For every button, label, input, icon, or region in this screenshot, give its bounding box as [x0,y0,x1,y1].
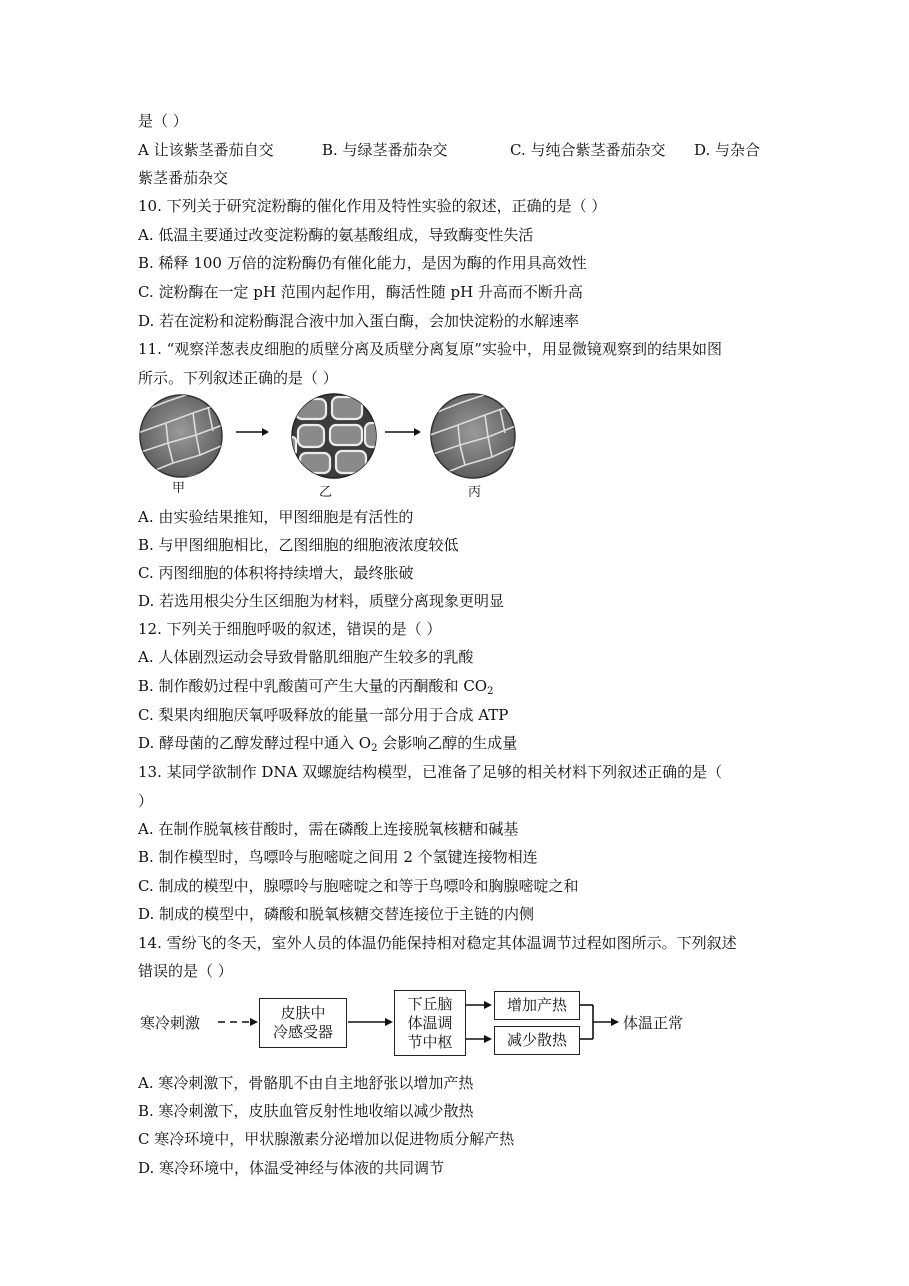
q14-stem-line1: 14. 雪纷飞的冬天，室外人员的体温仍能保持相对稳定其体温调节过程如图所示。下列叙述 [138,934,737,952]
q12-option-d-sub: 2 [371,743,378,754]
q10-option-b: B. 稀释 100 万倍的淀粉酶仍有催化能力，是因为酶的作用具高效性 [138,254,587,272]
q12-stem: 12. 下列关于细胞呼吸的叙述，错误的是（ ） [138,620,442,638]
skin-receptor-box [259,998,347,1048]
q9-option-d-cont: 紫茎番茄杂交 [138,169,229,187]
q9-option-a: A 让该紫茎番茄自交 [138,141,274,159]
q11-option-d: D. 若选用根尖分生区细胞为材料，质壁分离现象更明显 [138,592,505,610]
q12-option-b-text: B. 制作酸奶过程中乳酸菌可产生大量的丙酮酸和 CO [138,677,488,695]
q10-option-c: C. 淀粉酶在一定 pH 范围内起作用，酶活性随 pH 升高而不断升高 [138,283,583,301]
q10-option-d: D. 若在淀粉和淀粉酶混合液中加入蛋白酶，会加快淀粉的水解速率 [138,312,580,330]
q12-option-d-post: 会影响乙醇的生成量 [377,734,518,752]
arrow-jia-to-yi [236,428,269,436]
q9-options [138,140,778,160]
cell-view-bing [430,393,518,490]
q9-option-c: C. 与纯合紫茎番茄杂交 [510,141,666,159]
q11-option-a: A. 由实验结果推知，甲图细胞是有活性的 [138,508,414,526]
q12-option-b [138,676,493,696]
normal-temp-label: 体温正常 [623,1014,684,1032]
center-line3: 节中枢 [407,1032,453,1051]
q14-option-b: B. 寒冷刺激下，皮肤血管反射性地收缩以减少散热 [138,1102,474,1120]
cell-view-jia [138,393,228,488]
q9-option-b: B. 与绿茎番茄杂交 [322,141,448,159]
q14-option-c: C 寒冷环境中，甲状腺激素分泌增加以促进物质分解产热 [138,1130,515,1148]
cell-view-yi [286,394,385,478]
q13-stem-line1: 13. 某同学欲制作 DNA 双螺旋结构模型，已准备了足够的相关材料下列叙述正确的是（ [138,763,723,781]
q13-option-a: A. 在制作脱氧核苷酸时，需在磷酸上连接脱氧核糖和碱基 [138,820,519,838]
hypothalamus-center-box [394,990,466,1056]
label-yi: 乙 [319,485,333,500]
q13-option-b: B. 制作模型时，鸟嘌呤与胞嘧啶之间用 2 个氢键连接物相连 [138,848,538,866]
q14-stem-line2: 错误的是（ ） [138,962,233,980]
q12-option-b-sub: 2 [487,686,494,697]
q9-option-d: D. 与杂合 [694,141,761,159]
q11-option-c: C. 丙图细胞的体积将持续增大，最终胀破 [138,564,414,582]
q11-figure [138,393,528,500]
q14-option-a: A. 寒冷刺激下，骨骼肌不由自主地舒张以增加产热 [138,1074,474,1092]
q11-stem-line2: 所示。下列叙述正确的是（ ） [138,369,338,387]
receptor-line2: 冷感受器 [272,1023,333,1041]
center-line2: 体温调 [407,1013,453,1032]
cold-stimulus-label: 寒冷刺激 [140,1014,201,1032]
increase-heat-box: 增加产热 [494,991,580,1020]
q10-stem: 10. 下列关于研究淀粉酶的催化作用及特性实验的叙述，正确的是（ ） [138,197,607,215]
q14-flowchart [138,988,728,1060]
arrow-yi-to-bing [385,428,421,436]
q11-option-b: B. 与甲图细胞相比，乙图细胞的细胞液浓度较低 [138,536,459,554]
q13-option-d: D. 制成的模型中，磷酸和脱氧核糖交替连接位于主链的内侧 [138,905,535,923]
label-jia: 甲 [172,481,186,496]
q14-option-d: D. 寒冷环境中，体温受神经与体液的共同调节 [138,1159,445,1177]
q9-stem-tail: 是（ ） [138,112,188,130]
reduce-heat-loss-box: 减少散热 [494,1026,580,1055]
receptor-line1: 皮肤中 [280,1004,326,1022]
q11-stem-line1: 11. “观察洋葱表皮细胞的质壁分离及质壁分离复原”实验中，用显微镜观察到的结果如图 [138,340,722,358]
label-bing: 丙 [468,485,482,500]
q12-option-a: A. 人体剧烈运动会导致骨骼肌细胞产生较多的乳酸 [138,648,474,666]
q10-option-a: A. 低温主要通过改变淀粉酶的氨基酸组成，导致酶变性失活 [138,226,534,244]
center-line1: 下丘脑 [407,994,453,1013]
q13-option-c: C. 制成的模型中，腺嘌呤与胞嘧啶之和等于鸟嘌呤和胸腺嘧啶之和 [138,877,579,895]
q13-stem-line2: ） [138,792,154,810]
q12-option-d [138,733,517,753]
q12-option-c: C. 梨果肉细胞厌氧呼吸释放的能量一部分用于合成 ATP [138,706,509,724]
q12-option-d-pre: D. 酵母菌的乙醇发酵过程中通入 O [138,734,372,752]
